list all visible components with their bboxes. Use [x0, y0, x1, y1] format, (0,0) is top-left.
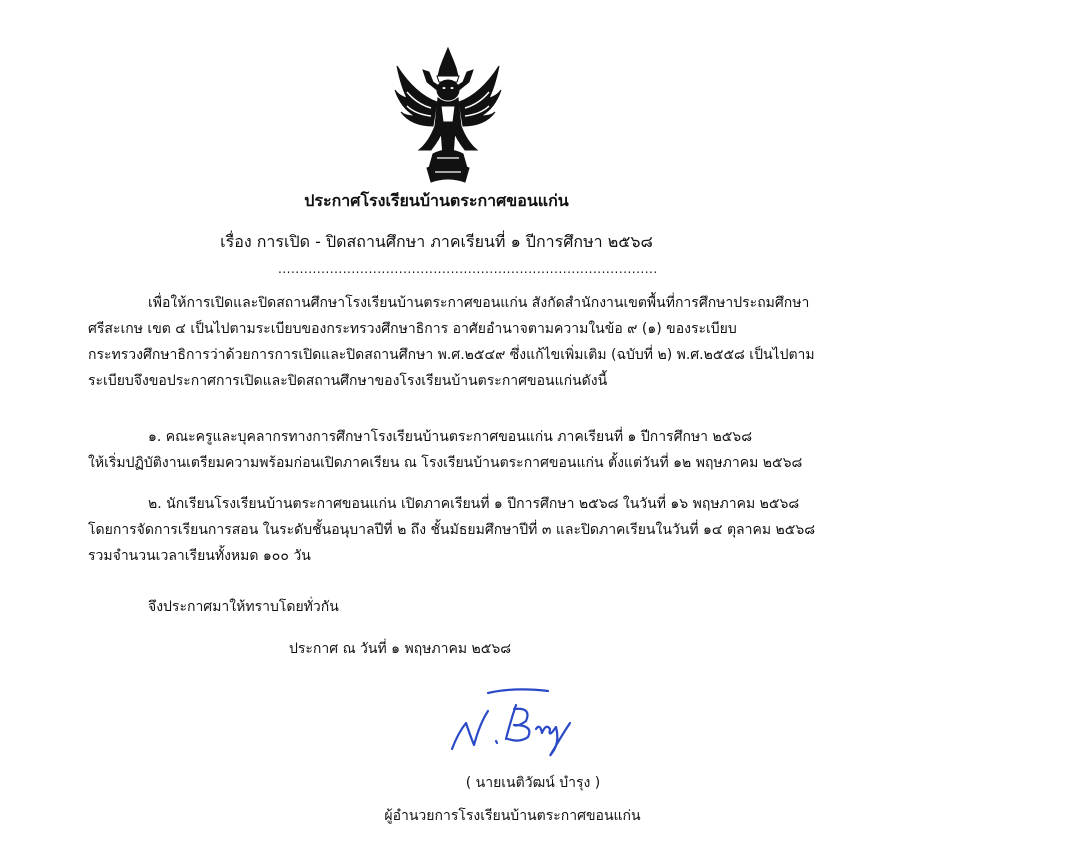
announcement-date: ประกาศ ณ วันที่ ๑ พฤษภาคม ๒๕๖๘	[289, 641, 512, 657]
handwritten-signature	[444, 683, 594, 763]
paragraph-line: ศรีสะเกษ เขต ๔ เป็นไปตามระเบียบของกระทรวงศึกษาธิการ อาศัยอำนาจตามความในข้อ ๙ (๑) ของระเบียบ	[88, 321, 737, 337]
paragraph-line: ๒. นักเรียนโรงเรียนบ้านตระกาศขอนแก่น เปิดภาคเรียนที่ ๑ ปีการศึกษา ๒๕๖๘ ในวันที่ ๑๖ พฤษภาคม ๒๕๖๘	[148, 496, 800, 512]
paragraph-line: ให้เริ่มปฏิบัติงานเตรียมความพร้อมก่อนเปิดภาคเรียน ณ โรงเรียนบ้านตระกาศขอนแก่น ตั้งแต่วันที่ ๑๒ พฤษภาคม ๒๕๖๘	[88, 455, 803, 471]
paragraph-intro	[88, 290, 815, 394]
paragraph-line: กระทรวงศึกษาธิการว่าด้วยการการเปิดและปิดสถานศึกษา พ.ศ.๒๕๔๙ ซึ่งแก้ไขเพิ่มเติม (ฉบับที่ ๒) พ.ศ.๒๕๕๘ เป็นไปตาม	[88, 347, 815, 363]
signer-position: ผู้อำนวยการโรงเรียนบ้านตระกาศขอนแก่น	[384, 808, 641, 824]
paragraph-line: ระเบียบจึงขอประกาศการเปิดและปิดสถานศึกษาของโรงเรียนบ้านตระกาศขอนแก่นดังนี้	[88, 373, 608, 389]
paragraph-line: ๑. คณะครูและบุคลากรทางการศึกษาโรงเรียนบ้านตระกาศขอนแก่น ภาคเรียนที่ ๑ ปีการศึกษา ๒๕๖๘	[148, 429, 752, 445]
item-students	[88, 491, 816, 569]
paragraph-line: รวมจำนวนเวลาเรียนทั้งหมด ๑๐๐ วัน	[88, 548, 311, 564]
document-subject: เรื่อง การเปิด - ปิดสถานศึกษา ภาคเรียนที่ ๑ ปีการศึกษา ๒๕๖๘	[220, 232, 653, 251]
paragraph-line: โดยการจัดการเรียนการสอน ในระดับชั้นอนุบาลปีที่ ๒ ถึง ชั้นมัธยมศึกษาปีที่ ๓ และปิดภาคเรียนในวันที่ ๑๔ ตุลาคม ๒๕๖๘	[88, 522, 816, 538]
signer-name: ( นายเนติวัฒน์ บำรุง )	[465, 775, 601, 791]
closing-statement: จึงประกาศมาให้ทราบโดยทั่วกัน	[148, 599, 339, 615]
item-teachers	[88, 424, 803, 476]
document-title: ประกาศโรงเรียนบ้านตระกาศขอนแก่น	[304, 191, 569, 210]
separator-line: ........................................................................................	[278, 262, 658, 276]
garuda-emblem-icon	[393, 46, 503, 184]
paragraph-line: เพื่อให้การเปิดและปิดสถานศึกษาโรงเรียนบ้านตระกาศขอนแก่น สังกัดสำนักงานเขตพื้นที่การศึกษาประถมศึกษา	[148, 295, 810, 311]
